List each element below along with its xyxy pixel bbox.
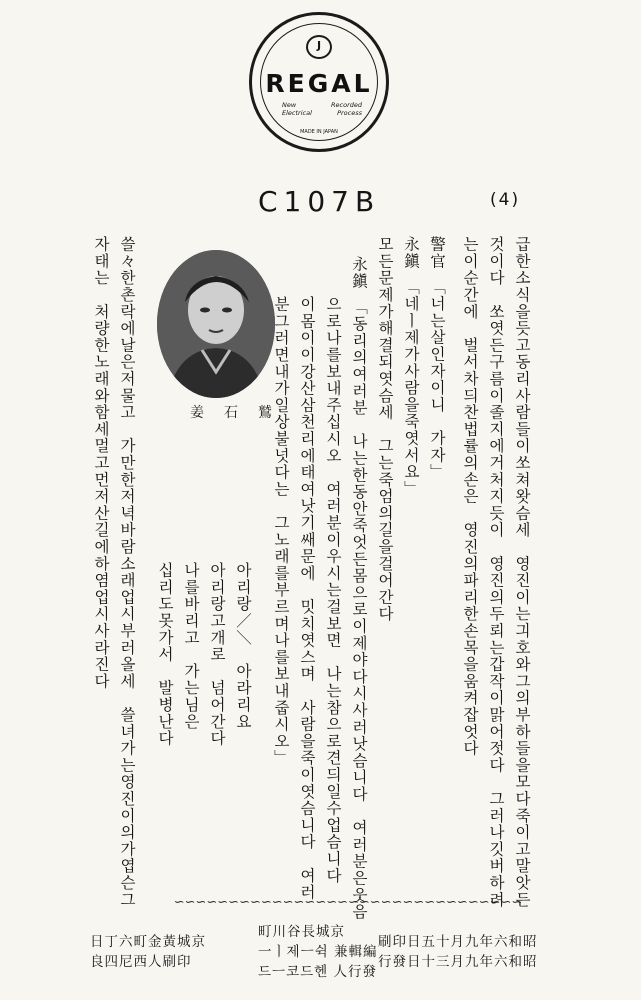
song-line-4: 십리도못가서 발병난다 [156,562,174,747]
record-number: C107B [258,185,381,218]
imprint-left-line-2: 良四尼西人刷印 [90,954,192,970]
body-column-7: 永鎭 「동리의여러분 나는한동안죽엇든몸으로이제야다시사러낫슴니다 여러분은웃음 [350,256,368,921]
song-line-3: 나를바리고 가는님은 [182,562,200,730]
wave-divider: ∽∽∽∽∽∽∽∽∽∽∽∽∽∽∽∽∽∽∽∽∽∽∽∽∽∽∽∽∽∽∽∽ [173,898,523,908]
body-column-6: 모든문제가해결되엿슴세 그는죽엄의길을걸어간다 [376,236,394,623]
song-line-2: 아리랑고개로 넘어간다 [208,562,226,747]
imprint-right-line-2: 行發日十三月九年六和昭 [378,954,538,970]
logo-left-line-2: Electrical [282,109,312,117]
song-line-1: 아리랑／＼ 아라리요 [234,562,252,730]
imprint-middle-line-1: 町川谷長城京 [258,924,345,940]
logo-mark-icon: J [306,35,332,59]
regal-logo [249,12,389,152]
logo-left-line-1: New [282,101,297,109]
logo-right-line-1: Recorded [331,101,362,109]
body-column-9: 이몸이이강산삼천리에태여낫기쌔문에 밋치엿스며 사람을죽이엿슴니다 여러 [298,296,316,901]
imprint-left-line-1: 日丁六町金黃城京 [90,934,206,950]
body-column-5: 永鎭 「네ㅣ제가사람을죽엿서요」 [402,236,420,498]
body-column-3: 는이순간에 벌서차듸찬법률의손은 영진의파리한손목을움켜잡엇다 [461,236,479,757]
body-column-4: 警官 「너는살인자이니 가자」 [428,236,446,481]
body-column-10: 분그러면내가일상불넛다는 그노래를부르며나를보내줍시오」 [272,296,290,767]
logo-right-text [331,101,362,117]
imprint-middle-line-3: 드ㅡ코드헨 人行發 [258,964,377,980]
imprint-middle [258,922,377,982]
portrait-caption: 姜石鷲 [190,405,292,421]
lower-column-1: 쓸々한촌락에날은저물고 가만한저녁바람소래업시부러올세 쓸녀가는영진이의가엽슨그 [118,236,136,908]
page-number: (4) [490,190,521,210]
logo-left-text [282,101,312,117]
body-column-8: 으로나를보내주십시오 여러분이우시는걸보면 나는참으로견듸일수업슴니다 [324,296,342,884]
body-column-1: 급한소식을듯고동리사람들이쏘쳐왓슴세 영진이는긔호와그의부하들을모다죽이고말앗든 [513,236,531,908]
logo-bottom-text: MADE IN JAPAN [300,129,338,135]
portrait-image [157,250,275,398]
logo-brand-name: REGAL [265,69,373,98]
lower-column-2: 자태는 처량한노래와함세멀고먼저산길에하염업시사라진다 [92,236,110,690]
imprint-left [90,932,206,972]
imprint-right [378,932,538,972]
body-column-2: 것이다 쏘엿든구름이졸지에거처지듯이 영진의두뢰는갑작이맑어젓다 그러나깃버하려 [487,236,505,908]
portrait-photo [157,250,275,398]
imprint-right-line-1: 刷印日五十月九年六和昭 [378,934,538,950]
logo-right-line-2: Process [337,109,362,117]
imprint-middle-line-2: 一ㅣ제ㅡ쉭 兼輯編 [258,944,378,960]
